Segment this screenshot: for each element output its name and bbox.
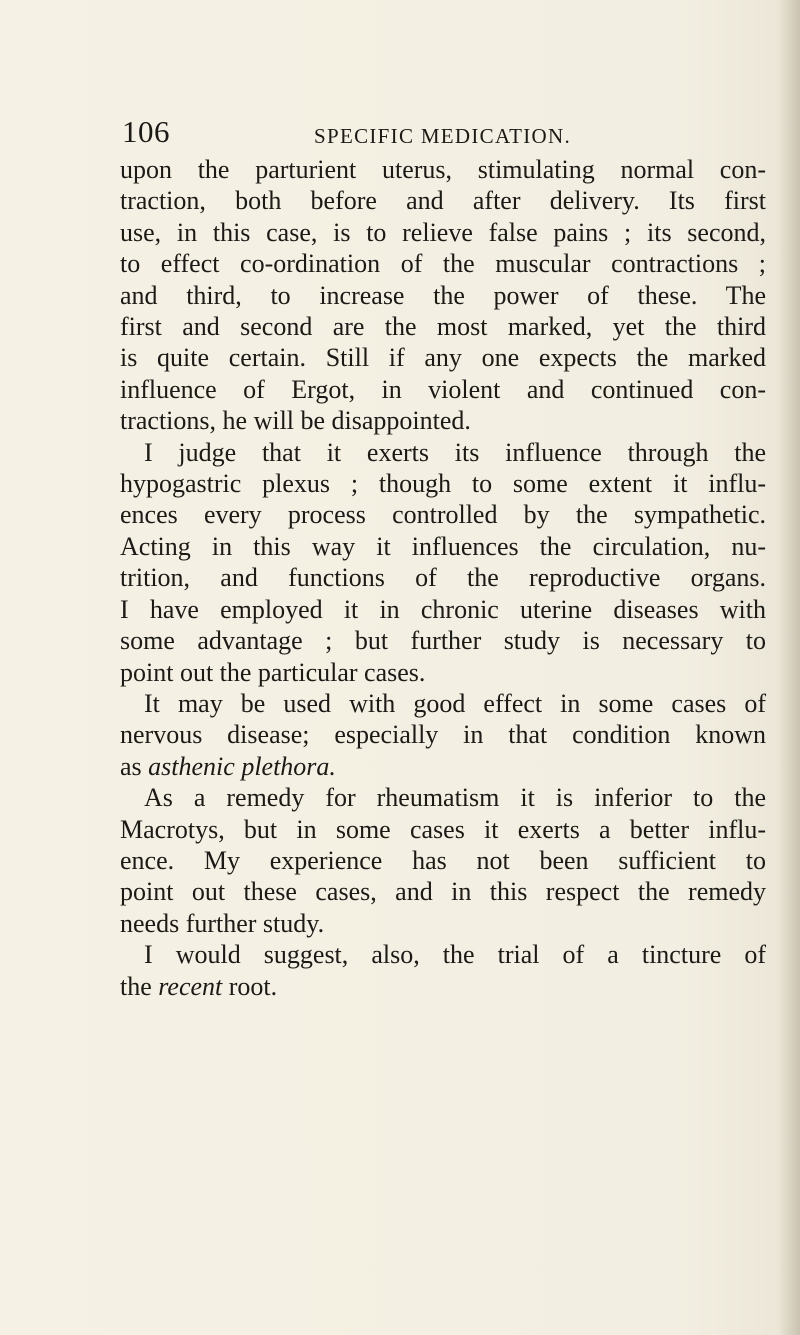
text-line: trition, and functions of the reproductive organs. [120, 563, 766, 593]
text-line: upon the parturient uterus, stimulating normal con- [120, 155, 766, 184]
text-line: point out the particular cases. [120, 657, 426, 687]
text-line: needs further study. [120, 908, 325, 938]
page-edge-shadow [778, 0, 800, 1335]
text-line: It may be used with good effect in some cases of [144, 688, 766, 718]
text-line: and third, to increase the power of these. The [120, 280, 766, 310]
italic-term: recent [158, 971, 223, 1001]
text-line: traction, both before and after delivery. Its first [120, 186, 766, 216]
text-run: as [120, 751, 149, 781]
page-number: 106 [122, 114, 170, 149]
running-title: SPECIFIC MEDICATION. [314, 124, 572, 148]
text-line: Macrotys, but in some cases it exerts a better influ- [120, 814, 766, 844]
text-line: nervous disease; especially in that condition known [120, 720, 766, 750]
body-text [120, 154, 766, 1002]
text-line: As a remedy for rheumatism it is inferior to the [144, 783, 766, 813]
text-line: influence of Ergot, in violent and continued con- [120, 374, 766, 404]
text-run: root. [222, 971, 278, 1001]
text-line: I judge that it exerts its influence through the [144, 437, 766, 467]
running-head [122, 114, 682, 154]
text-run: the [120, 971, 159, 1001]
text-line: tractions, he will be disappointed. [120, 406, 471, 436]
text-line: to effect co-ordination of the muscular contractions ; [120, 249, 766, 279]
text-line: ence. My experience has not been sufficient to [120, 845, 766, 875]
text-line: point out these cases, and in this respect the remedy [120, 877, 766, 907]
text-line: some advantage ; but further study is necessary to [120, 626, 766, 656]
text-line [120, 971, 766, 1002]
text-line: hypogastric plexus ; though to some extent it influ- [120, 469, 766, 499]
text-line: Acting in this way it influences the circulation, nu- [120, 531, 766, 561]
text-line: ences every process controlled by the sympathetic. [120, 500, 766, 530]
text-line: use, in this case, is to relieve false pains ; its second, [120, 217, 766, 247]
text-line: I have employed it in chronic uterine diseases with [120, 594, 766, 624]
text-line: is quite certain. Still if any one expects the marked [120, 343, 766, 373]
italic-term: asthenic plethora. [148, 751, 336, 781]
text-line [120, 751, 766, 782]
text-line: first and second are the most marked, yet the third [120, 312, 766, 342]
text-line: I would suggest, also, the trial of a tincture of [144, 940, 766, 970]
